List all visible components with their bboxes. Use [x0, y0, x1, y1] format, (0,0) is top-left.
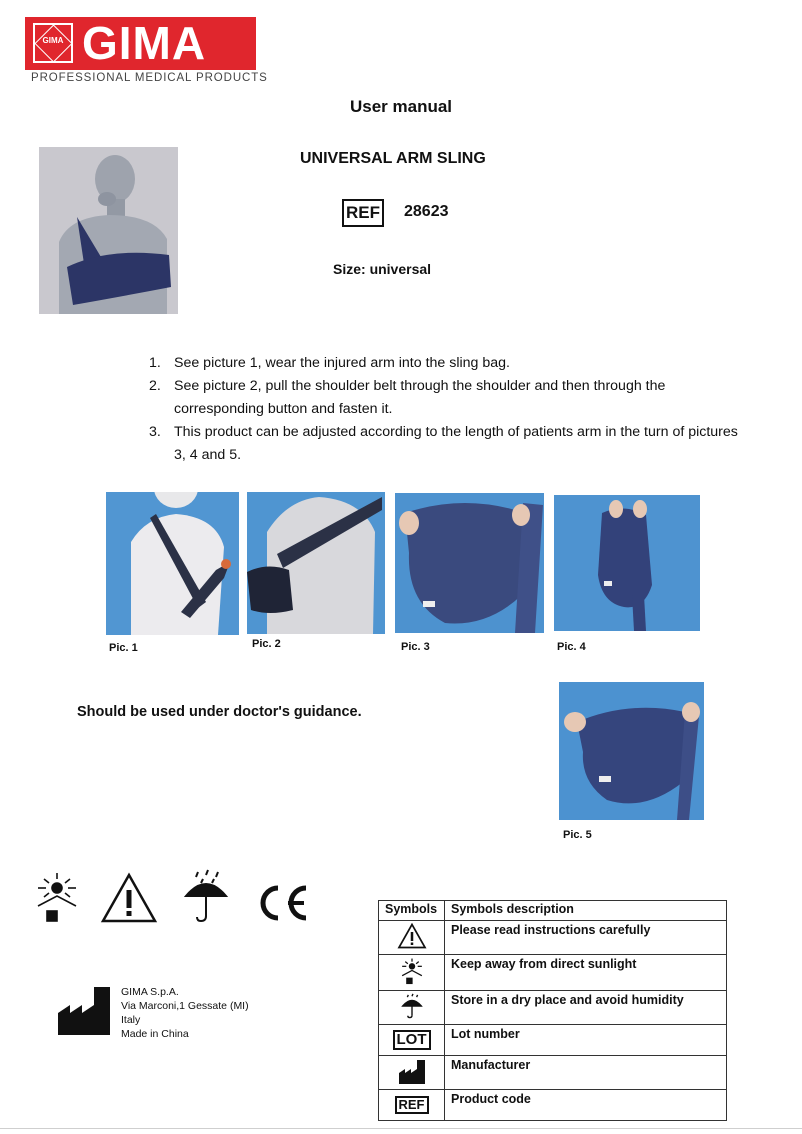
warning-icon: [100, 872, 158, 929]
list-item: 3. This product can be adjusted according to the length of patients arm in the turn of pictures 3, 4 and 5.: [149, 424, 738, 463]
symbol-description: Store in a dry place and avoid humidity: [445, 991, 727, 1025]
ref-symbol-small: REF: [395, 1096, 429, 1114]
table-row: [379, 1056, 727, 1090]
manufacturer-address: [121, 985, 249, 1041]
manufacturer-street: Via Marconi,1 Gessate (MI): [121, 1000, 249, 1012]
instruction-list: [149, 352, 739, 467]
guidance-note: Should be used under doctor's guidance.: [77, 704, 362, 720]
ce-mark-icon: [254, 883, 310, 928]
product-photo: [39, 147, 178, 314]
symbol-description: Product code: [445, 1090, 727, 1121]
svg-text:CE: CE: [254, 883, 256, 884]
ref-icon: [379, 1090, 445, 1121]
symbol-description: Keep away from direct sunlight: [445, 955, 727, 991]
caption-pic-2: Pic. 2: [252, 638, 281, 650]
warning-icon: [379, 921, 445, 955]
product-name: UNIVERSAL ARM SLING: [300, 150, 486, 167]
table-row: [379, 955, 727, 991]
sunlight-icon: [379, 955, 445, 991]
emblem-text: GIMA: [42, 36, 64, 45]
page-title: User manual: [349, 97, 453, 116]
picture-4: [554, 495, 700, 631]
manufacturer-country: Italy: [121, 1014, 141, 1026]
umbrella-icon: [182, 868, 230, 929]
manufacturer-icon: [379, 1056, 445, 1090]
table-row: [379, 1090, 727, 1121]
picture-5: [559, 682, 704, 820]
lot-symbol: LOT: [393, 1030, 431, 1050]
ref-symbol: REF: [342, 199, 384, 227]
caption-pic-3: Pic. 3: [401, 641, 430, 653]
page-divider: [0, 1128, 802, 1129]
caption-pic-5: Pic. 5: [563, 829, 592, 841]
ref-number: 28623: [404, 203, 449, 220]
sunlight-icon: [30, 870, 84, 929]
logo-wordmark: GIMA: [82, 17, 207, 69]
list-item: 2. See picture 2, pull the shoulder belt through the shoulder and then through the corresponding button and fasten it.: [149, 378, 666, 417]
list-item: 1. See picture 1, wear the injured arm into the sling bag.: [149, 355, 510, 371]
symbols-table: [378, 900, 727, 1121]
symbol-description: Lot number: [445, 1025, 727, 1056]
table-header-row: [379, 901, 727, 921]
symbol-description: Manufacturer: [445, 1056, 727, 1090]
table-row: [379, 991, 727, 1025]
brand-emblem-icon: [33, 23, 73, 63]
table-row: [379, 921, 727, 955]
size-label: Size: universal: [333, 261, 432, 277]
picture-1: [106, 492, 239, 635]
caption-pic-1: Pic. 1: [109, 642, 138, 654]
column-header-description: Symbols description: [445, 901, 727, 921]
umbrella-icon: [379, 991, 445, 1025]
picture-3: [395, 493, 544, 633]
manufacturer-origin: Made in China: [121, 1028, 189, 1040]
manufacturer-icon: [56, 983, 112, 1040]
brand-tagline: PROFESSIONAL MEDICAL PRODUCTS: [31, 72, 268, 84]
symbol-description: Please read instructions carefully: [445, 921, 727, 955]
column-header-symbols: Symbols: [379, 901, 445, 921]
lot-icon: [379, 1025, 445, 1056]
manufacturer-name: GIMA S.p.A.: [121, 986, 179, 998]
table-row: [379, 1025, 727, 1056]
picture-2: [247, 492, 385, 634]
caption-pic-4: Pic. 4: [557, 641, 586, 653]
